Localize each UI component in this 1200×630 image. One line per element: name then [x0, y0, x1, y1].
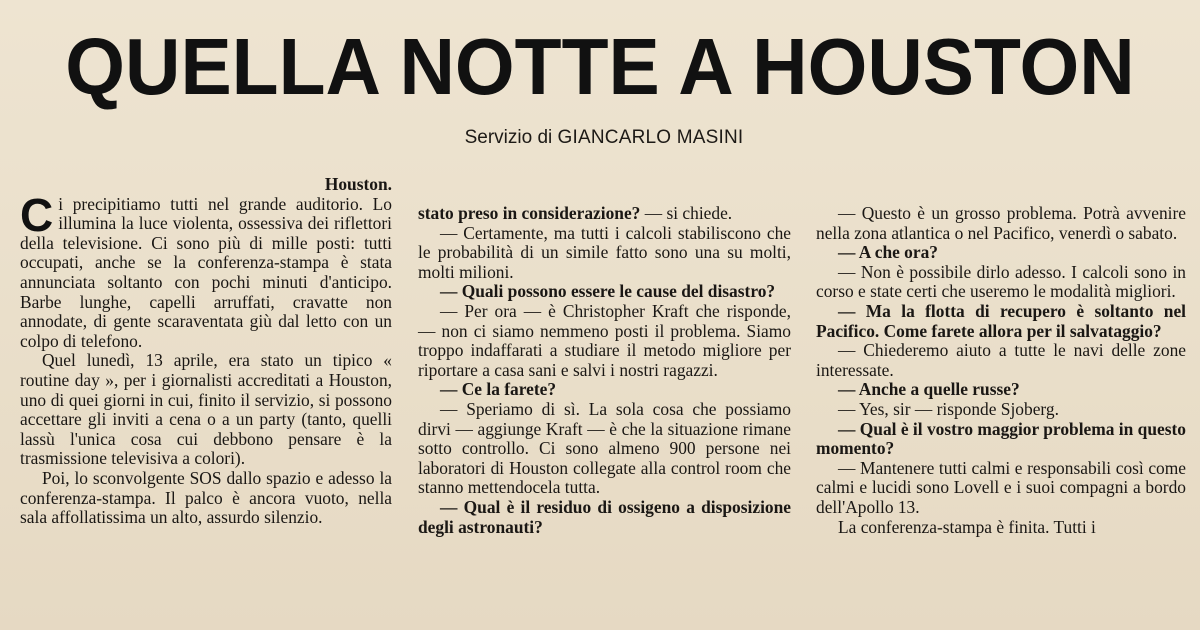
byline: [0, 127, 1200, 149]
column-2: [418, 204, 791, 537]
answer-paragraph: — Non è possibile dirlo adesso. I calcoli sono in corso e state certi che useremo le modalità migliori.: [816, 261, 1186, 302]
paragraph: [418, 204, 791, 224]
question-paragraph: — Ma la flotta di recupero è soltanto nel Pacifico. Come farete allora per il salvataggio?: [816, 300, 1186, 341]
paragraph-text: i precipitiamo tutti nel grande auditorio. Lo illumina la luce violenta, ossessiva dei riflettori della televisione. Ci sono più di mille posti: tutti occupati, anche se la conferenza-stampa è stata annunciata soltanto con pochi minuti d'anticipo. Barbe lunghe, capelli arruffati, cravatte non annodate, di gente scaraventata giù dal letto con un colpo di telefono.: [20, 193, 392, 351]
question-paragraph: — Anche a quelle russe?: [838, 379, 1020, 400]
answer-paragraph: — Yes, sir — risponde Sjoberg.: [838, 398, 1059, 419]
question-paragraph: — Quali possono essere le cause del disastro?: [440, 281, 776, 302]
paragraph: Quel lunedì, 13 aprile, era stato un tipico « routine day », per i giornalisti accreditati a Houston, uno di quei giorni in cui, finito il servizio, si possono accettare gli inviti a cena o a un party (tanto, quelli lassù l'unica cosa cui debbono pensare è la trasmissione televisiva a colori).: [20, 350, 392, 469]
byline-author: GIANCARLO MASINI: [557, 127, 744, 148]
question-paragraph: — Ce la farete?: [440, 379, 557, 400]
answer-paragraph: — Questo è un grosso problema. Potrà avvenire nella zona atlantica o nel Pacifico, venerdì o sabato.: [816, 203, 1186, 243]
column-3: [816, 204, 1186, 537]
byline-prefix: Servizio di: [464, 127, 553, 148]
answer-paragraph: — Mantenere tutti calmi e responsabili così come calmi e lucidi sono Lovell e i suoi compagni a bordo dell'Apollo 13.: [816, 457, 1186, 517]
dateline: Houston.: [324, 174, 392, 194]
column-1: [20, 175, 392, 528]
question-paragraph: — Qual è il vostro maggior problema in questo momento?: [816, 418, 1186, 459]
article-title: QUELLA NOTTE A HOUSTON: [65, 22, 1135, 111]
paragraph-text: — si chiede.: [640, 203, 733, 223]
paragraph: Poi, lo sconvolgente SOS dallo spazio e adesso la conferenza-stampa. Il palco è ancora vuoto, nella sala affollatissima un alto, assurdo silenzio.: [20, 467, 392, 528]
answer-paragraph: — Chiederemo aiuto a tutte le navi delle zone interessate.: [816, 340, 1186, 380]
paragraph: [20, 188, 392, 352]
question-text: stato preso in considerazione?: [418, 203, 641, 223]
answer-paragraph: — Certamente, ma tutti i calcoli stabiliscono che le probabilità di un simile fatto sono una su molti, molti milioni.: [418, 222, 791, 282]
answer-paragraph: — Per ora — è Christopher Kraft che risponde, — non ci siamo nemmeno posti il problema. Siamo troppo indaffarati a studiare il metodo migliore per riportare a casa sani e salvi i nostri ragazzi.: [418, 300, 791, 380]
answer-paragraph: — Speriamo di sì. La sola cosa che possiamo dirvi — aggiunge Kraft — è che la situazione rimane sotto controllo. Ci sono almeno 900 persone nei laboratori di Houston collegate alla control room che stanno mettendocela tutta.: [418, 398, 791, 498]
drop-cap: C: [20, 188, 54, 241]
question-paragraph: — Qual è il residuo di ossigeno a disposizione degli astronauti?: [418, 496, 791, 537]
answer-paragraph: La conferenza-stampa è finita. Tutti i: [838, 516, 1096, 537]
question-paragraph: — A che ora?: [838, 242, 938, 263]
